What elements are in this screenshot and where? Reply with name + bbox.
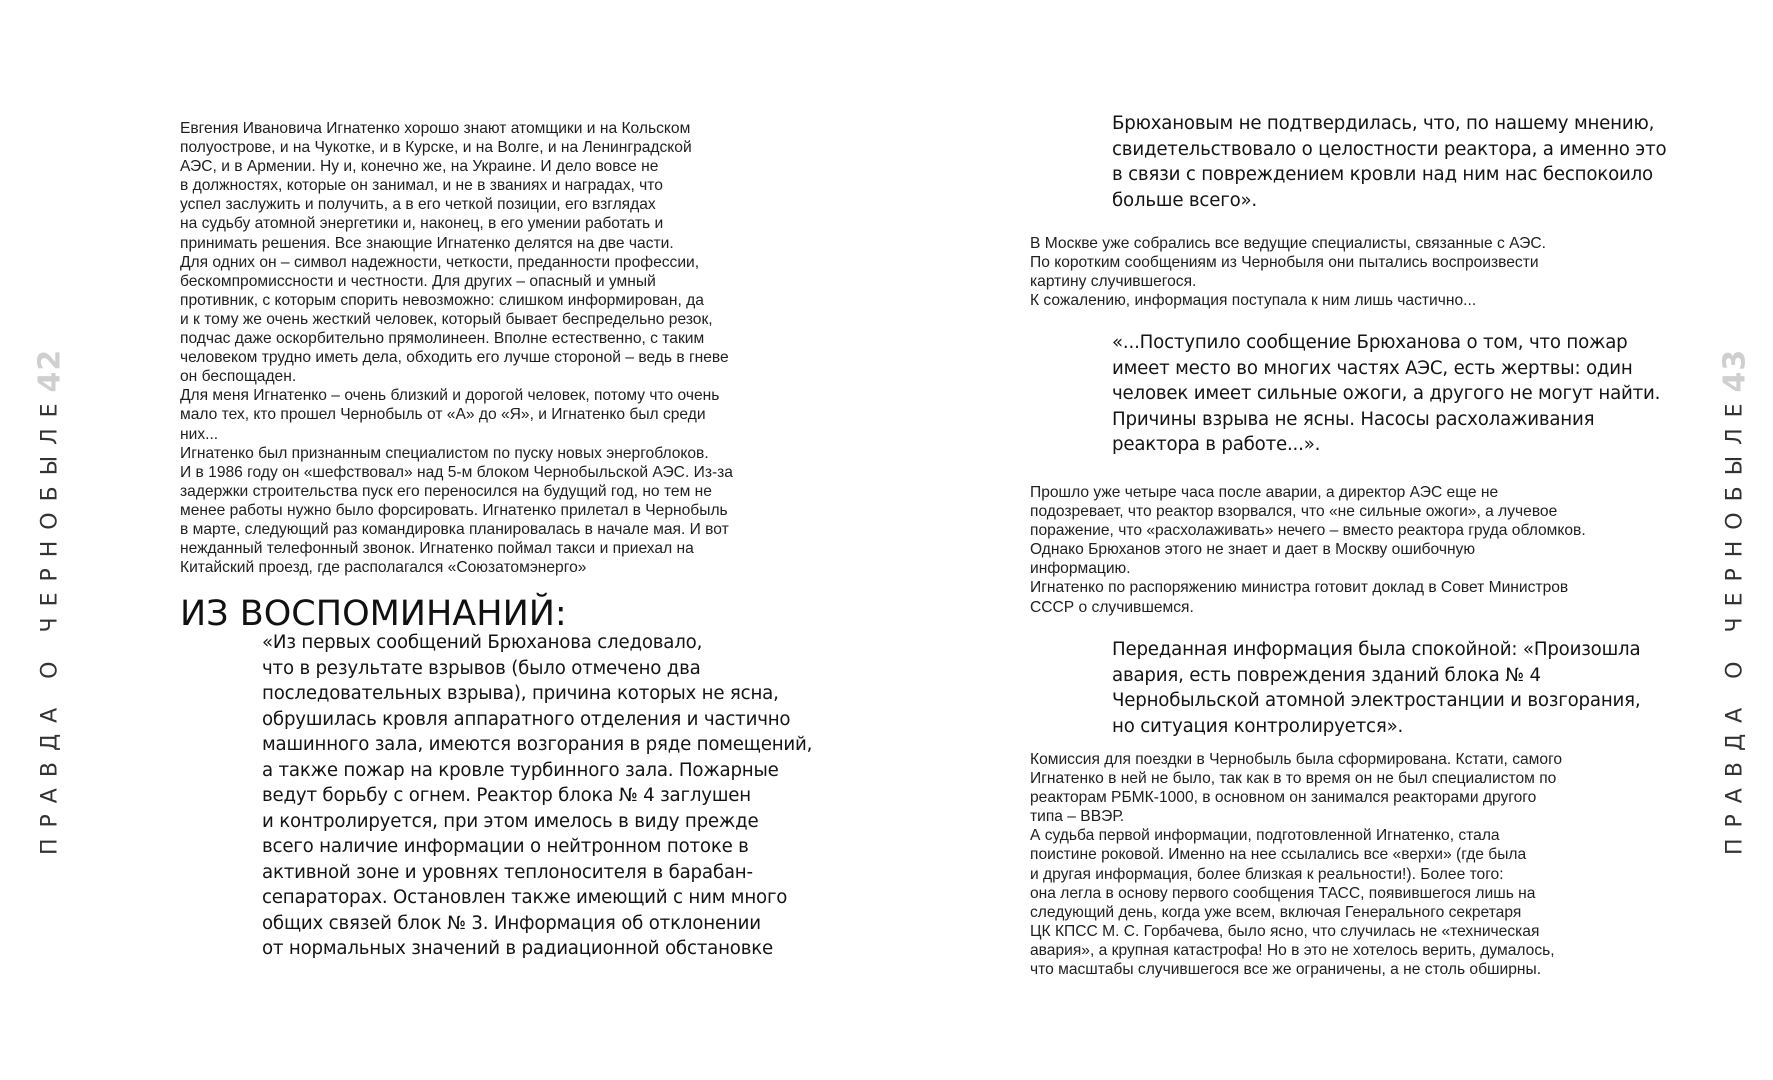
text-line: поражение, что «расхолаживать» нечего – вместо реактора груда обломков. (1030, 522, 1586, 540)
text-line: Евгения Ивановича Игнатенко хорошо знают атомщики и на Кольском (180, 120, 691, 137)
quote-line: последовательных взрыва), причина которых не ясна, (262, 683, 779, 704)
text-line: К сожалению, информация поступала к ним лишь частично... (1030, 292, 1477, 310)
text-line: По коротким сообщениям из Чернобыля они пытались воспроизвести (1030, 254, 1539, 272)
quote-line: всего наличие информации о нейтронном потоке в (262, 836, 749, 857)
text-line: Китайский проезд, где располагался «Союзатомэнерго» (180, 559, 587, 577)
text-line: Игнатенко был признанным специалистом по пуску новых энергоблоков. (180, 444, 709, 462)
text-line: задержки строительства пуск его переносился на будущий год, но тем не (180, 482, 712, 500)
page-number-right: 43 (1717, 348, 1753, 393)
right-running-header (1715, 348, 1755, 855)
text-line: Прошло уже четыре часа после аварии, а директор АЭС еще не (1030, 484, 1499, 501)
memoir-quote (262, 630, 813, 962)
quote-line: Переданная информация была спокойной: «Произошла (1112, 639, 1641, 660)
text-line: следующий день, когда уже всем, включая Генерального секретаря (1030, 903, 1522, 921)
quote-line: имеет место во многих частях АЭС, есть жертвы: один (1112, 357, 1633, 379)
quote-line: сепараторах. Остановлен также имеющий с ним много (262, 887, 788, 908)
text-line: АЭС, и в Армении. Ну и, конечно же, на Украине. И дело вовсе не (180, 158, 659, 176)
text-line: И в 1986 году он «шефствовал» над 5-м блоком Чернобыльской АЭС. Из-за (180, 463, 733, 481)
text-line: типа – ВВЭР. (1030, 808, 1125, 826)
quote-line: от нормальных значений в радиационной обстановке (262, 938, 773, 959)
quote-line: машинного зала, имеются возгорания в ряде помещений, (262, 734, 813, 755)
text-line: и к тому же очень жесткий человек, который бывает беспредельно резок, (180, 310, 713, 328)
quote-line: что в результате взрывов (было отмечено два (262, 657, 701, 679)
text-line: Игнатенко в ней не было, так как в то время он не был специалистом по (1030, 770, 1557, 788)
quote-line: а также пожар на кровле турбинного зала. Пожарные (262, 759, 779, 781)
text-line: подозревает, что реактор взорвался, что «не сильные ожоги», а лучевое (1030, 503, 1558, 521)
text-line: картину случившегося. (1030, 273, 1197, 291)
text-line: что масштабы случившегося все же ограничены, а не столь обширны. (1030, 961, 1542, 979)
text-line: реакторам РБМК-1000, в основном он занимался реакторами другого (1030, 789, 1537, 807)
text-line: Для меня Игнатенко – очень близкий и дорогой человек, потому что очень (180, 387, 720, 405)
quote-line: человек имеет сильные ожоги, а другого не могут найти. (1112, 383, 1661, 404)
text-line: в марте, следующий раз командировка планировалась в начале мая. И вот (180, 520, 729, 538)
quote-line: но ситуация контролируется». (1112, 715, 1404, 737)
text-line: он беспощаден. (180, 368, 297, 386)
text-line: поистине роковой. Именно на нее ссылались все «верхи» (где была (1030, 846, 1527, 864)
text-line: в должностях, которые он занимал, и не в званиях и наградах, что (180, 177, 663, 195)
text-line: человеком трудно иметь дела, обходить его лучше стороной – ведь в гневе (180, 349, 729, 367)
page-number-left: 42 (32, 348, 68, 393)
text-line: и другая информация, более близкая к реальности!). Более того: (1030, 865, 1504, 883)
text-line: А судьба первой информации, подготовленной Игнатенко, стала (1030, 827, 1500, 845)
quote-line: «...Поступило сообщение Брюханова о том, что пожар (1112, 332, 1628, 353)
quote-line: Чернобыльской атомной электростанции и возгорания, (1112, 690, 1641, 711)
quote-line: свидетельствовало о целостности реактора, а именно это (1112, 138, 1667, 160)
text-line: авария», а крупная катастрофа! Но в это не хотелось верить, думалось, (1030, 941, 1555, 959)
text-line: Для одних он – символ надежности, четкости, преданности профессии, (180, 253, 700, 271)
quote-transmitted-info (1112, 637, 1672, 739)
text-line: менее работы нужно было форсировать. Игнатенко прилетал в Чернобыль (180, 501, 728, 519)
text-line: нежданный телефонный звонок. Игнатенко поймал такси и приехал на (180, 540, 694, 558)
paragraph-four-hours (1030, 483, 1670, 617)
text-line: противник, с которым спорить невозможно: слишком информирован, да (180, 291, 704, 309)
paragraph-moscow (1030, 234, 1670, 310)
running-header-title: ПРАВДА О ЧЕРНОБЫЛЕ (37, 392, 63, 855)
quote-line: ведут борьбу с огнем. Реактор блока № 4 заглушен (262, 785, 751, 806)
section-heading: ИЗ ВОСПОМИНАНИЙ: (180, 594, 567, 634)
quote-line: авария, есть повреждения зданий блока № 4 (1112, 664, 1541, 686)
text-line: на судьбу атомной энергетики и, наконец, в его умении работать и (180, 215, 664, 233)
text-line: бескомпромиссности и честности. Для других – опасный и умный (180, 272, 656, 290)
text-line: она легла в основу первого сообщения ТАСС, появившегося лишь на (1030, 884, 1536, 902)
quote-continuation (1112, 111, 1672, 213)
quote-line: «Из первых сообщений Брюханова следовало, (262, 632, 703, 653)
text-line: мало тех, кто прошел Чернобыль от «А» до «Я», и Игнатенко был среди (180, 406, 706, 424)
text-line: принимать решения. Все знающие Игнатенко делятся на две части. (180, 234, 674, 252)
intro-paragraph (180, 119, 770, 577)
quote-line: Брюхановым не подтвердилась, что, по нашему мнению, (1112, 113, 1655, 134)
left-running-header (30, 348, 70, 855)
quote-line: обрушилась кровля аппаратного отделения и частично (262, 708, 791, 730)
text-line: СССР о случившемся. (1030, 598, 1194, 616)
text-line: успел заслужить и получить, а в его четкой позиции, его взглядах (180, 196, 656, 214)
paragraph-commission (1030, 750, 1670, 979)
text-line: В Москве уже собрались все ведущие специалисты, связанные с АЭС. (1030, 235, 1546, 252)
text-line: полуострове, и на Чукотке, и в Курске, и на Волге, и на Ленинградской (180, 139, 692, 157)
quote-line: общих связей блок № 3. Информация об отклонении (262, 912, 761, 934)
quote-line: больше всего». (1112, 189, 1258, 211)
text-line: подчас даже оскорбительно прямолинеен. Вполне естественно, с таким (180, 330, 705, 348)
text-line: Однако Брюханов этого не знает и дает в Москву ошибочную (1030, 541, 1476, 559)
text-line: Комиссия для поездки в Чернобыль была сформирована. Кстати, самого (1030, 751, 1563, 768)
text-line: ЦК КПСС М. С. Горбачева, было ясно, что случилась не «техническая (1030, 922, 1540, 940)
text-line: информацию. (1030, 560, 1131, 578)
text-line: Игнатенко по распоряжению министра готовит доклад в Совет Министров (1030, 579, 1569, 597)
quote-line: Причины взрыва не ясны. Насосы расхолаживания (1112, 408, 1595, 430)
quote-bryukhanov-report (1112, 330, 1672, 458)
text-line: них... (180, 425, 219, 443)
quote-line: реактора в работе...». (1112, 434, 1321, 455)
quote-line: в связи с повреждением кровли над ним нас беспокоило (1112, 164, 1653, 185)
running-header-title: ПРАВДА О ЧЕРНОБЫЛЕ (1722, 392, 1748, 855)
left-page (0, 0, 886, 1080)
quote-line: и контролируется, при этом имелось в виду прежде (262, 810, 759, 832)
quote-line: активной зоне и уровнях теплоносителя в барабан- (262, 861, 753, 883)
right-page (886, 0, 1773, 1080)
